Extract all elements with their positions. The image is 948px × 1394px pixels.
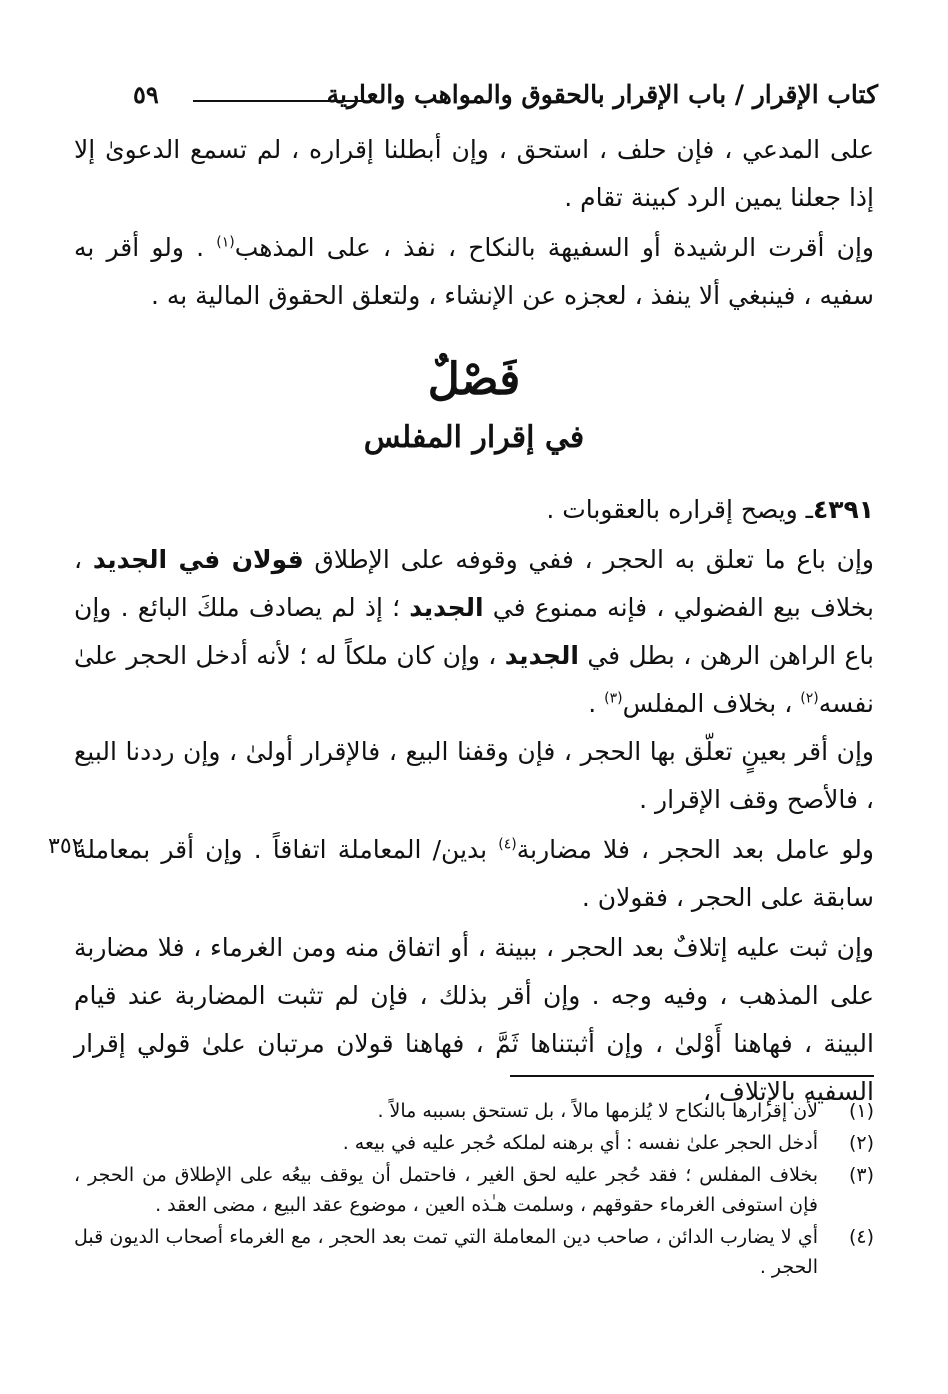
page-number: ٥٩ — [133, 80, 159, 109]
running-header — [133, 78, 878, 118]
footnote-separator — [510, 1075, 874, 1077]
footnote-ref-3: (٣) — [604, 690, 623, 707]
section-title: في إقرار المفلس — [363, 420, 585, 455]
fasl-ornament — [0, 350, 948, 410]
margin-folio-number: ٣٥٢ — [48, 834, 84, 859]
paragraph-1 — [74, 126, 874, 222]
footnote-text: أي لا يضارب الدائن ، صاحب دين المعاملة التي تمت بعد الحجر ، مع الغرماء أصحاب الديون قبل الحجر . — [74, 1226, 818, 1278]
paragraph-itlaf — [74, 924, 874, 1116]
paragraph-ayn — [74, 728, 874, 824]
sale-text-4: ، وإن كان ملكاً له ؛ لأنه أدخل الحجر علىٰ نفسه — [74, 641, 874, 718]
footnote-number: (١) — [848, 1100, 874, 1122]
paragraph-sale — [74, 536, 874, 728]
amil-text-1: ولو عامل بعد الحجر ، فلا مضاربة — [516, 835, 874, 864]
footnote-text: لأن إقرارها بالنكاح لا يُلزمها مالاً ، بل تستحق بسببه مالاً . — [377, 1100, 818, 1122]
paragraph-2-text-b: . ولو أقر به سفيه ، فينبغي ألا ينفذ ، لعجزه عن الإنشاء ، ولتعلق الحقوق المالية به . — [74, 233, 874, 310]
footnote-text: أدخل الحجر علىٰ نفسه : أي برهنه لملكه حُجر عليه في بيعه . — [342, 1132, 818, 1154]
footnote-number: (٣) — [848, 1164, 874, 1186]
sale-text-1: وإن باع ما تعلق به الحجر ، ففي وقوفه على الإطلاق — [303, 545, 875, 574]
paragraph-2-text-a: وإن أقرت الرشيدة أو السفيهة بالنكاح ، نفذ ، على المذهب — [234, 233, 874, 262]
issue-text: ـ ويصح إقراره بالعقوبات . — [546, 495, 813, 524]
paragraph-amil — [74, 826, 874, 922]
footnote-ref-2: (٢) — [800, 690, 819, 707]
issue-number: ٤٣٩١ — [812, 495, 874, 524]
paragraph-1-text: على المدعي ، فإن حلف ، استحق ، وإن أبطلنا إقراره ، لم تسمع الدعوىٰ إلا إذا جعلنا يمين الرد كبينة تقام . — [74, 135, 874, 212]
footnote-ref-1: (١) — [216, 234, 235, 251]
sale-text-3: ؛ إذ لم يصادف ملكَ البائع . وإن باع الراهن الرهن ، بطل في — [74, 593, 874, 670]
sale-text-6: . — [588, 689, 605, 718]
issue-paragraph — [74, 486, 874, 534]
paragraph-ayn-text: وإن أقر بعينٍ تعلّق بها الحجر ، فإن وقفنا البيع ، فالإقرار أولىٰ ، وإن رددنا البيع ، فالأصح وقف الإقرار . — [74, 737, 874, 814]
footnote-number: (٤) — [848, 1226, 874, 1248]
footnotes — [74, 1096, 874, 1284]
footnote-2 — [74, 1128, 874, 1158]
footnote-1 — [74, 1096, 874, 1126]
header-rule — [193, 100, 363, 102]
footnote-ref-4: (٤) — [498, 836, 517, 853]
footnote-4 — [74, 1222, 874, 1282]
sale-text-2: ، بخلاف بيع الفضولي ، فإنه ممنوع في — [74, 545, 874, 622]
sale-text-5: ، بخلاف المفلس — [622, 689, 801, 718]
footnote-3 — [74, 1160, 874, 1220]
sale-bold-3: الجديد — [504, 641, 579, 670]
sale-bold-2: الجديد — [409, 593, 484, 622]
amil-text-2: بدين/ المعاملة اتفاقاً . وإن أقر بمعاملة سابقة على الحجر ، فقولان . — [74, 835, 874, 912]
paragraph-2 — [74, 224, 874, 320]
sale-bold-1: قولان في الجديد — [92, 545, 304, 574]
footnote-text: بخلاف المفلس ؛ فقد حُجر عليه لحق الغير ، فاحتمل أن يوقف بيعُه على الإطلاق من الحجر ، فإن استوفى الغرماء حقوقهم ، وسلمت هـٰذه العين ، موضوع عقد البيع ، مضى العقد . — [74, 1164, 818, 1216]
paragraph-itlaf-text: وإن ثبت عليه إتلافٌ بعد الحجر ، ببينة ، أو اتفاق منه ومن الغرماء ، فلا مضاربة على المذهب ، وفيه وجه . وإن أقر بذلك ، فإن لم تثبت المضاربة عند قيام البينة ، فهاهنا أَوْلىٰ ، وإن أثبتناها ثَمَّ ، فهاهنا قولان مرتبان علىٰ قولي إقرار السفيه بالإتلاف ، — [74, 933, 874, 1106]
footnote-number: (٢) — [848, 1132, 874, 1154]
header-title: كتاب الإقرار / باب الإقرار بالحقوق والمواهب والعارية — [326, 80, 878, 109]
fasl-heading: فَصْلٌ — [427, 354, 521, 405]
